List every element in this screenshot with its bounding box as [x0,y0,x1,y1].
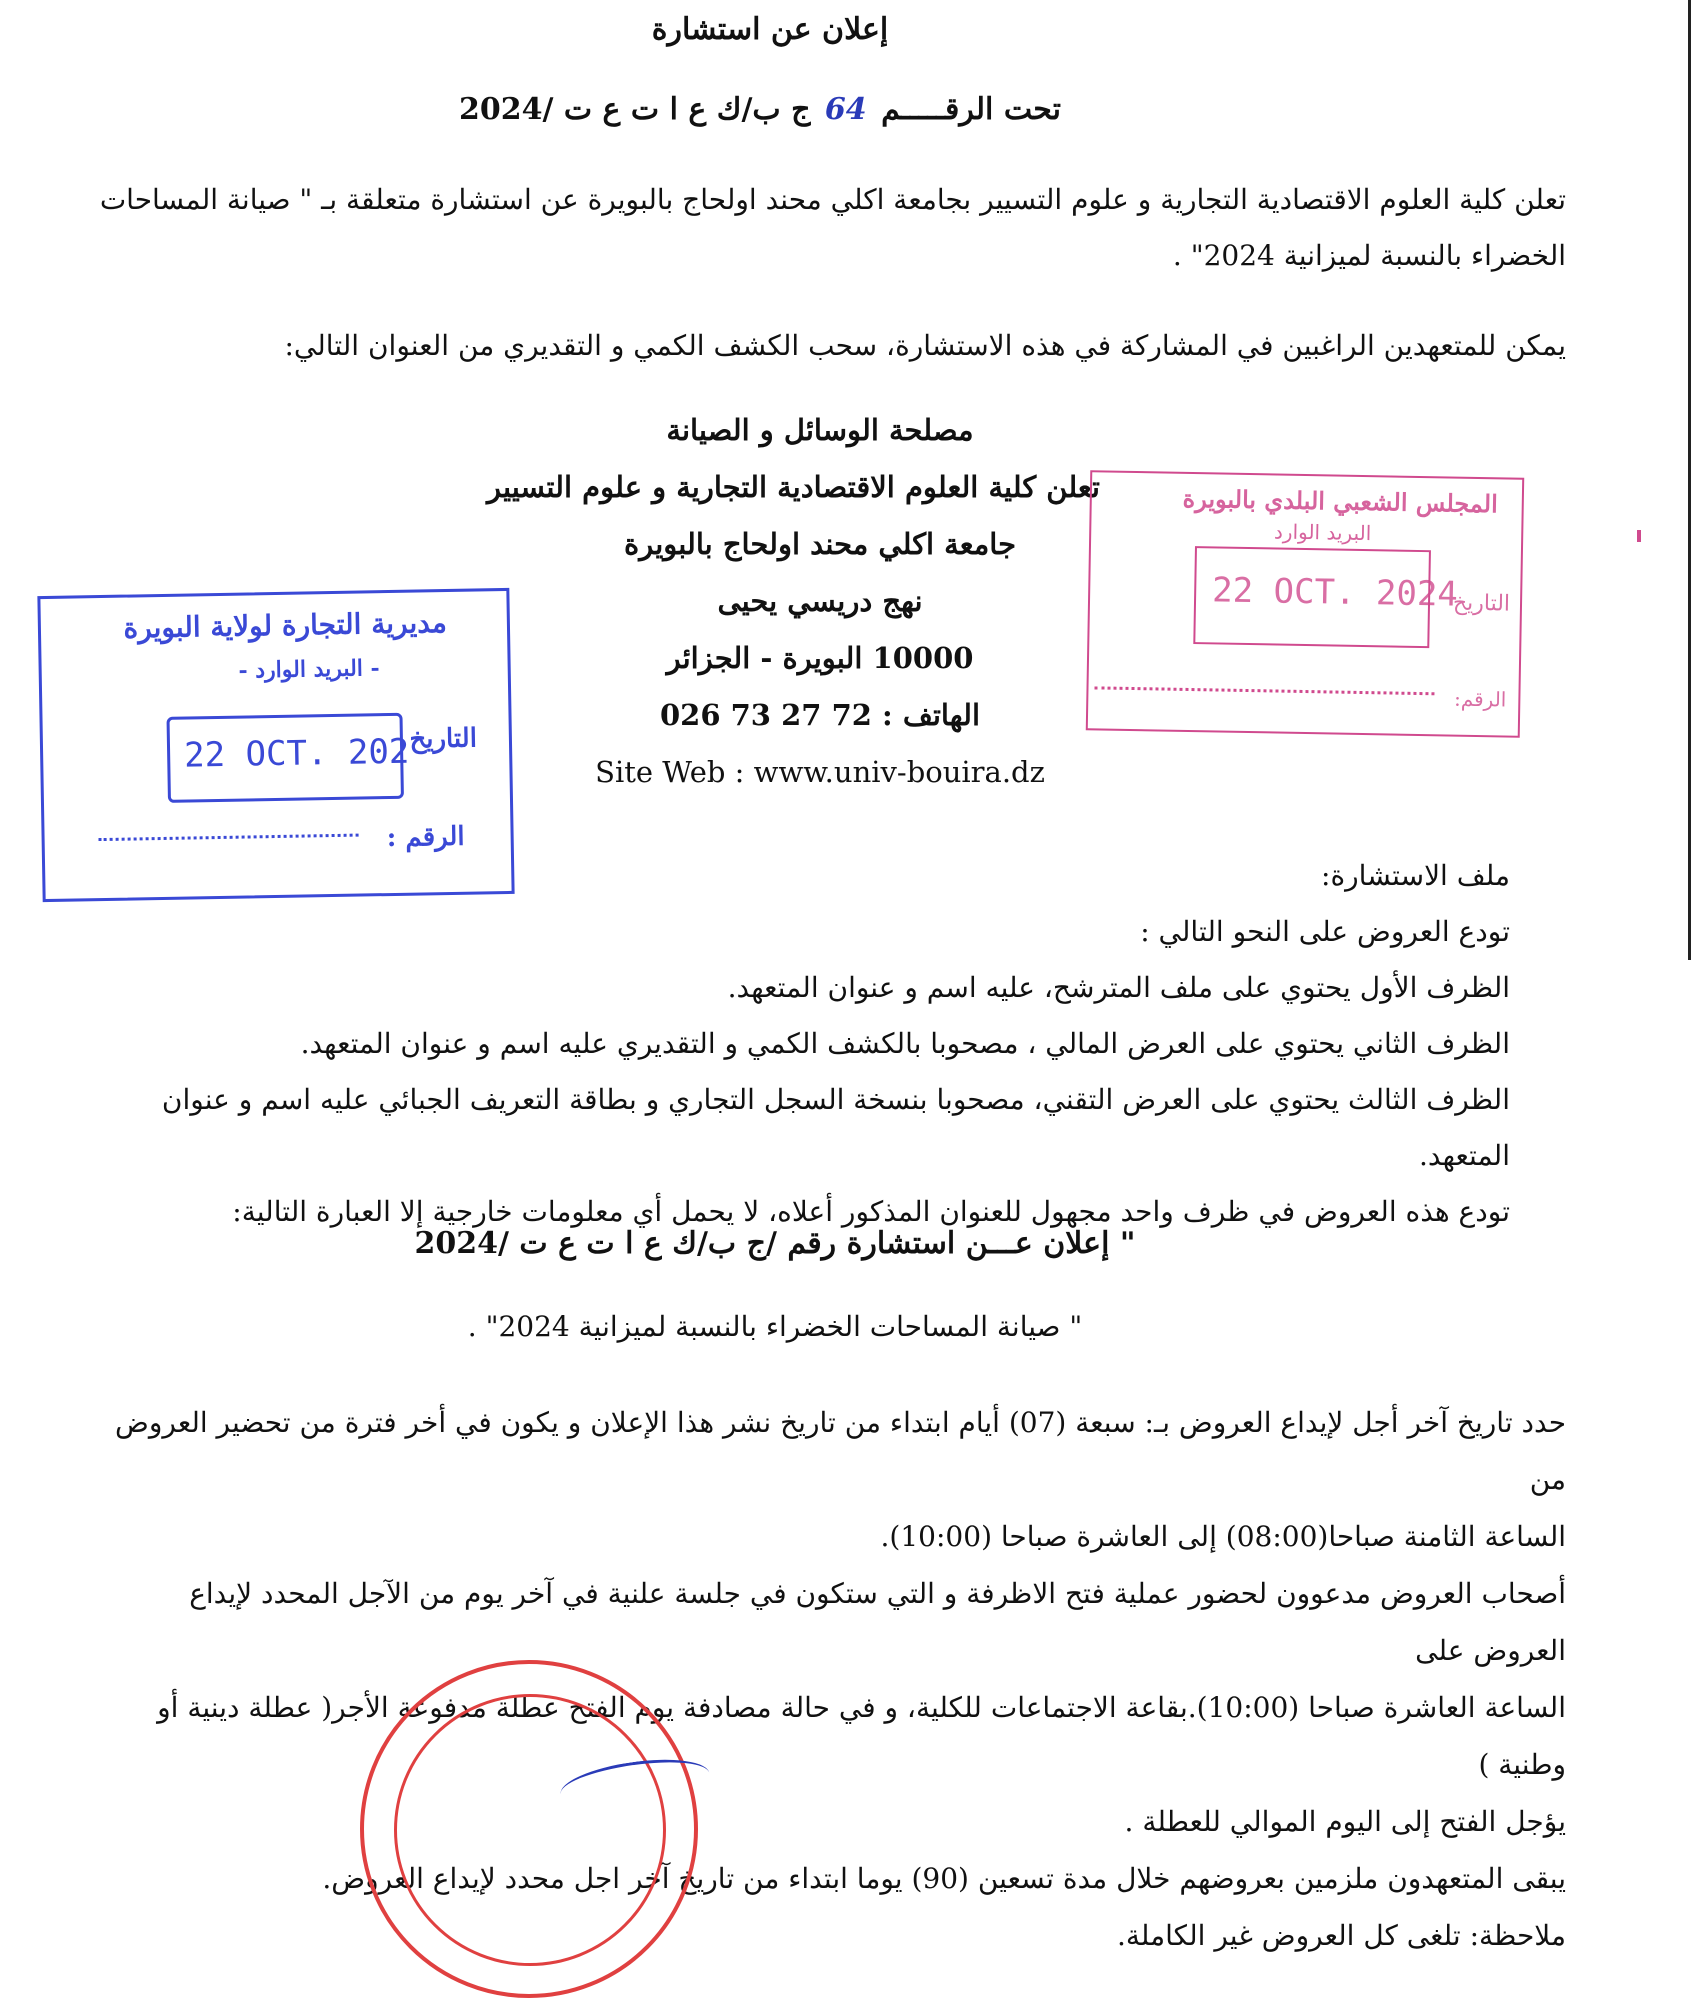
pink-mark [1637,530,1641,542]
reference-suffix: ج ب/ك ع ا ت ع ت /2024 [458,92,811,127]
address-block [487,402,1100,801]
deadline-line-1: حدد تاريخ آخر أجل لإيداع العروض بـ: سبعة (07) أيام ابتداء من تاريخ نشر هذا الإعلان و يكون في أخر فترة من تحضير العروض من [115,1406,1566,1496]
blue-stamp-dotted-line [99,834,359,842]
pink-stamp-date-label: التاريخ [1452,590,1511,617]
blue-stamp-number-label: الرقم : [386,821,465,854]
validity-line: يبقى المتعهدون ملزمين بعروضهم خلال مدة تسعين (90) يوما ابتداء من تاريخ آخر اجل محدد لإيداع العروض. [322,1862,1566,1895]
opening-line-2: الساعة العاشرة صباحا (10:00).بقاعة الاجتماعات للكلية، و في حالة مصادفة يوم الفتح عطلة مدفوعة الأجر( عطلة دينية أو وطنية ) [157,1691,1566,1781]
conditions-section [90,1394,1566,1964]
note-line: ملاحظة: تلغى كل العروض غير الكاملة. [1116,1919,1566,1952]
withdraw-paragraph: يمكن للمتعهدين الراغبين في المشاركة في هذه الاستشارة، سحب الكشف الكمي و التقديري من العنوان التالي: [284,329,1566,362]
pink-received-stamp [1086,470,1524,738]
opening-line-1: أصحاب العروض مدعوون لحضور عملية فتح الاظرفة و التي ستكون في جلسة علنية في آخر يوم من الآجل المحدد لإيداع العروض على [189,1577,1566,1667]
address-phone: الهاتف : 72 27 73 026 [659,698,981,732]
dossier-section [120,848,1510,1240]
pink-stamp-dotted-line [1094,686,1434,695]
address-university: جامعة اكلي محند اولحاج بالبويرة [624,527,1016,561]
reference-line [450,92,1070,127]
opening-line-3: يؤجل الفتح إلى اليوم الموالي للعطلة . [1124,1805,1566,1838]
official-round-seal [360,1660,698,1998]
scan-edge-line [1688,0,1691,960]
pink-stamp-number-label: الرقم: [1453,686,1507,712]
pink-stamp-subtitle: البريد الوارد [1273,519,1372,546]
address-faculty: تعلن كلية العلوم الاقتصادية التجارية و علوم التسيير [487,470,1100,504]
pink-stamp-title: المجلس الشعبي البلدي بالبويرة [1182,483,1499,519]
pink-stamp-date-box [1193,546,1459,648]
blue-stamp-title: مديرية التجارة لولاية البويرة [123,606,448,645]
blue-stamp-date-label: التاريخ [409,723,478,755]
blue-stamp-date-box [166,713,410,803]
dossier-intro: تودع العروض على النحو التالي : [1140,915,1510,948]
deadline-line-2: الساعة الثامنة صباحا(08:00) إلى العاشرة صباحا (10:00). [880,1520,1566,1553]
address-city: 10000 البويرة - الجزائر [666,641,974,675]
dossier-heading: ملف الاستشارة: [1321,859,1510,892]
reference-handwritten-number: 64 [824,92,867,127]
dossier-envelope-1: الظرف الأول يحتوي على ملف المترشح، عليه اسم و عنوان المتعهد. [727,971,1510,1004]
official-seal-inner-ring [394,1694,666,1966]
address-service: مصلحة الوسائل و الصيانة [666,413,974,447]
address-website: Site Web : www.univ-bouira.dz [595,755,1045,789]
address-street: نهج دريسي يحيى [717,584,923,618]
intro-paragraph: تعلن كلية العلوم الاقتصادية التجارية و علوم التسيير بجامعة اكلي محند اولحاج بالبويرة عن استشارة متعلقة بـ " صيانة المساحات الخضراء بالنسبة لميزانية 2024" . [99,183,1566,272]
document-title: إعلان عن استشارة [651,12,889,47]
envelope-label-line-1: " إعلان عـــن استشارة رقم /ج ب/ك ع ا ت ع ت /2024 [414,1226,1136,1261]
dossier-single-envelope: تودع هذه العروض في ظرف واحد مجهول للعنوان المذكور أعلاه، لا يحمل أي معلومات خارجية إلا العبارة التالية: [232,1195,1510,1228]
dossier-envelope-2: الظرف الثاني يحتوي على العرض المالي ، مصحوبا بالكشف الكمي و التقديري عليه اسم و عنوان المتعهد. [300,1027,1510,1060]
blue-stamp-subtitle: - البريد الوارد - [238,655,380,684]
reference-prefix: تحت الرقـــــم [881,92,1062,127]
envelope-label-line-2: " صيانة المساحات الخضراء بالنسبة لميزانية 2024" . [467,1310,1083,1343]
pink-stamp-date: 22 OCT. 2024 [1211,570,1459,615]
blue-stamp-date: 22 OCT. 202 [183,731,410,776]
dossier-envelope-3: الظرف الثالث يحتوي على العرض التقني، مصحوبا بنسخة السجل التجاري و بطاقة التعريف الجبائي عليه اسم و عنوان المتعهد. [161,1083,1510,1172]
